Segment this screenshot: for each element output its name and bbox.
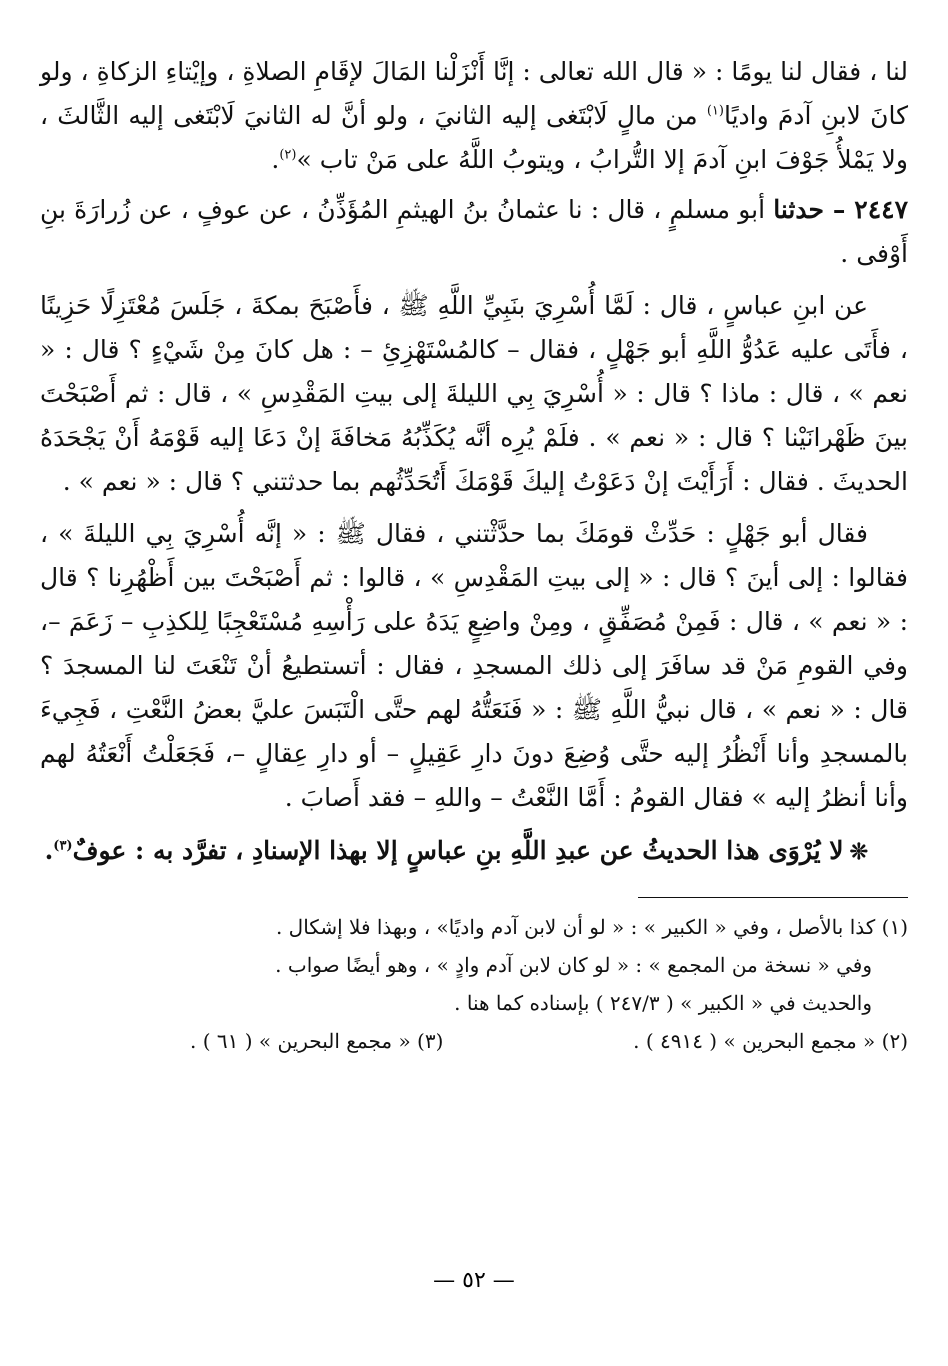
editor-note-text: لا يُرْوَى هذا الحديثُ عن عبدِ اللَّهِ بنِ عباسٍ إلا بهذا الإسنادِ ، تفرَّد به : عوفٌ xyxy=(72,836,844,865)
footnote-2: (٢) « مجمع البحرين » ( ٤٩١٤ ) . xyxy=(633,1029,908,1053)
footnote-marker-2[interactable]: (٢) xyxy=(279,147,297,163)
paragraph-text: لنا ، فقال لنا يومًا : « قال الله تعالى : إنَّا أَنْزَلْنا المَالَ لإقَامِ الصلاةِ ، وإيْتاءِ الزكاةِ ، ولو كانَ لابنِ آدمَ واديًا xyxy=(40,57,908,130)
footnote-3: (٣) « مجمع البحرين » ( ٦١ ) . xyxy=(190,1029,444,1053)
paragraph-continuation xyxy=(40,50,908,182)
editor-note xyxy=(40,828,908,875)
hadith-isnad-text: أبو مسلمٍ ، قال : نا عثمانُ بنُ الهيثمِ المُؤَذِّنُ ، عن عوفٍ ، عن زُرارَةَ بنِ أَوْفى . xyxy=(40,195,908,268)
footnote-row xyxy=(40,1022,908,1060)
footnotes-section xyxy=(40,908,908,1060)
footnote-divider xyxy=(638,897,908,898)
footnote-1-line-1: (١) كذا بالأصل ، وفي « الكبير » : « لو أن لابن آدم واديًا» ، وبهذا فلا إشكال . xyxy=(275,915,908,939)
footnote-1-line-2: وفي « نسخة من المجمع » : « لو كان لابن آدم وادٍ » ، وهو أيضًا صواب . xyxy=(275,953,872,977)
hadith-number: ٢٤٤٧ – حدثنا xyxy=(773,195,908,224)
document-page xyxy=(40,50,908,1350)
star-icon: ❊ xyxy=(849,839,868,865)
page-number: — ٥٢ — xyxy=(433,1268,515,1293)
hadith-body-paragraph-1: عن ابنِ عباسٍ ، قال : لَمَّا أُسْرِيَ بنَبِيِّ اللَّهِ ﷺ ، فأَصْبَحَ بمكةَ ، جَلَسَ مُعْتَزِلًا حَزِينًا ، فأَتَى عليه عَدُوُّ اللَّهِ أبو جَهْلٍ ، فقال – كالمُسْتَهْزِئِ – : هل كانَ مِنْ شَيْءٍ ؟ قال : « نعم » ، قال : ماذا ؟ قال : « أُسْرِيَ بِي الليلةَ إلى بيتِ المَقْدِسِ » ، قال : ثم أَصْبَحْتَ بينَ ظَهْرانَيْنا ؟ قال : « نعم » . فلَمْ يُرِه أنَّه يُكَذِّبُهُ مَخافَةَ إنْ دَعَا إليه قَوْمَهُ أَنْ يَجْحَدَهُ الحديثَ . فقال : أَرَأَيْتَ إنْ دَعَوْتُ إليكَ قَوْمَكَ أَتُحَدِّثُهم بما حدثتني ؟ قال : « نعم » . xyxy=(40,291,908,496)
hadith-body-paragraph-2: فقال أبو جَهْلٍ : حَدِّثْ قومَكَ بما حدَّثْتني ، فقال ﷺ : « إنَّه أُسْرِيَ بِي الليلةَ » ، فقالوا : إلى أينَ ؟ قال : « إلى بيتِ المَقْدِسِ » ، قالوا : ثم أَصْبَحْتَ بين أَظْهُرِنا ؟ قال : « نعم » ، قال : فَمِنْ مُصَفِّقٍ ، ومِنْ واضِعٍ يَدَهُ على رَأْسِهِ مُسْتَعْجِبًا لِلكذِبِ – زَعَمَ –، وفي القومِ مَنْ قد سافَرَ إلى ذلك المسجدِ ، فقال : أتستطيعُ أنْ تَنْعَتَ لنا المسجدَ ؟ قال : « نعم » ، قال نبيُّ اللَّهِ ﷺ : « فَنَعَتُّهُ لهم حتَّى الْتَبَسَ عليَّ بعضُ النَّعْتِ ، فَجِيءَ بالمسجدِ وأنا أَنْظُرُ إليه حتَّى وُضِعَ دونَ دارِ عَقِيلٍ – أو دارِ عِقالٍ –، فَجَعَلْتُ أَنْعَتُهُ لهم وأنا أنظرُ إليه » فقال القومُ : أَمَّا النَّعْتُ – واللهِ – فقد أَصابَ . xyxy=(40,519,909,812)
hadith-chain xyxy=(40,188,908,276)
paragraph-text: من مالٍ لَابْتَغى إليه الثانيَ ، ولو أنَّ له الثانيَ لَابْتَغى إليه الثَّالثَ ، ولا يَمْلأُ جَوْفَ ابنِ آدمَ إلا التُّرابُ ، ويتوبُ اللَّهُ على مَنْ تاب » xyxy=(40,101,908,174)
editor-note-end: . xyxy=(44,836,54,865)
footnote-1-line-3: والحديث في « الكبير » ( ٢٤٧/٣ ) بإسناده كما هنا . xyxy=(454,991,872,1015)
footnote-marker-3[interactable]: (٣) xyxy=(53,838,73,854)
footnote-marker-1[interactable]: (١) xyxy=(706,103,724,119)
paragraph-text: . xyxy=(271,145,280,174)
